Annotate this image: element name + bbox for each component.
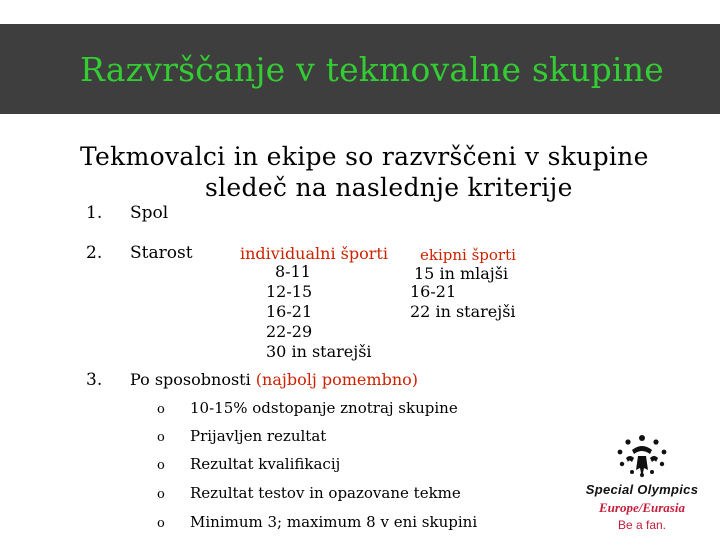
special-olympics-logo xyxy=(572,428,712,538)
individual-age-range: 16-21 xyxy=(266,302,313,321)
individual-age-range: 22-29 xyxy=(266,322,313,341)
importance-note: (najbolj pomembno) xyxy=(255,370,418,389)
criterion-number: 1. xyxy=(86,203,103,223)
logo-region: Europe/Eurasia xyxy=(599,500,685,515)
special-olympics-emblem-icon xyxy=(572,428,712,486)
team-age-range: 15 in mlajši xyxy=(414,264,509,283)
team-age-range: 22 in starejši xyxy=(410,302,516,321)
slide-title: Razvrščanje v tekmovalne skupine xyxy=(80,50,664,89)
bullet-text: Prijavljen rezultat xyxy=(190,427,327,445)
bullet-text: 10-15% odstopanje znotraj skupine xyxy=(190,399,458,417)
criterion-number: 2. xyxy=(86,243,103,263)
logo-tagline: Be a fan. xyxy=(617,518,667,532)
bullet-marker: o xyxy=(157,430,165,445)
bullet-text: Minimum 3; maximum 8 v eni skupini xyxy=(190,513,478,531)
intro-line-1: Tekmovalci in ekipe so razvrščeni v skupine xyxy=(80,142,649,171)
team-age-range: 16-21 xyxy=(410,282,457,301)
bullet-marker: o xyxy=(157,402,165,417)
bullet-text: Rezultat kvalifikacij xyxy=(190,455,341,473)
criterion-label-gender: Spol xyxy=(130,203,169,223)
individual-age-range: 30 in starejši xyxy=(266,342,372,361)
bullet-marker: o xyxy=(157,516,165,531)
bullet-marker: o xyxy=(157,487,165,502)
individual-sports-heading: individualni športi xyxy=(240,244,388,263)
criterion-label-age: Starost xyxy=(130,243,193,263)
bullet-text: Rezultat testov in opazovane tekme xyxy=(190,484,461,502)
bullet-marker: o xyxy=(157,458,165,473)
individual-age-range: 8-11 xyxy=(275,262,311,281)
criterion-number: 3. xyxy=(86,370,103,390)
team-sports-heading: ekipni športi xyxy=(420,246,516,264)
individual-age-range: 12-15 xyxy=(266,282,313,301)
logo-wordmark: Special Olympics xyxy=(585,482,699,497)
criterion-label-ability: Po sposobnosti (najbolj pomembno) xyxy=(130,370,418,389)
intro-line-2: sledeč na naslednje kriterije xyxy=(205,173,573,202)
